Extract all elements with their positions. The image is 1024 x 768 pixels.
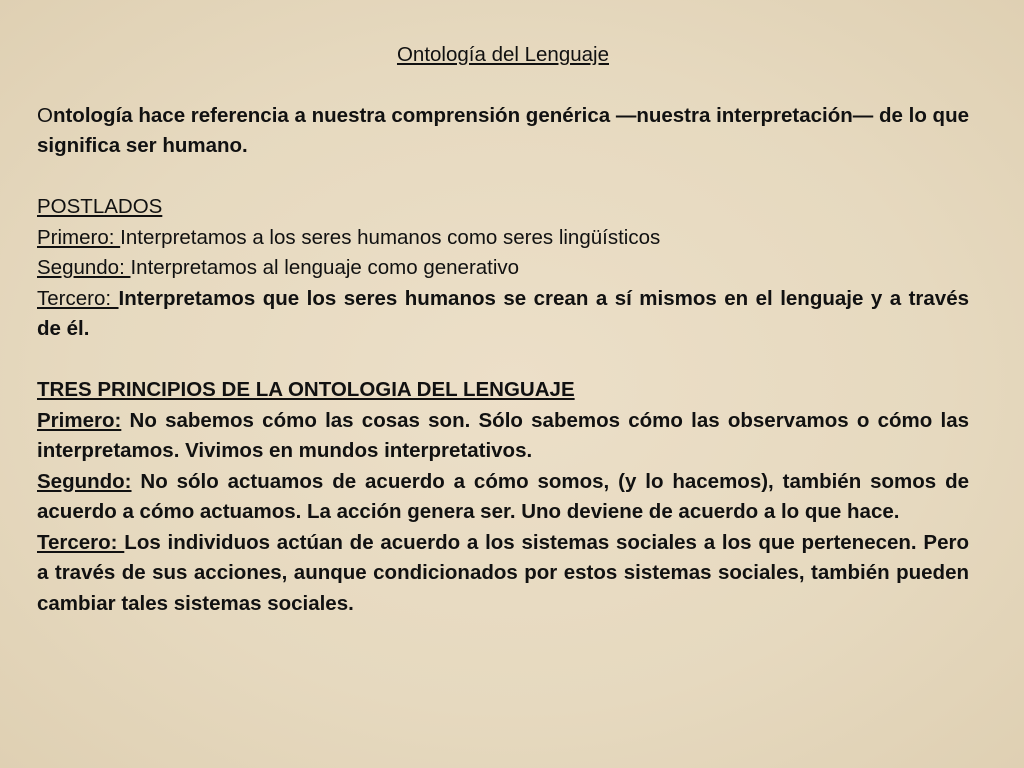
postulados-heading-text: POSTLADOS — [37, 195, 163, 218]
spacer — [37, 345, 969, 376]
postulado-text: Interpretamos que los seres humanos se crean a sí mismos en el lenguaje y a través de él. — [37, 286, 969, 340]
intro-paragraph — [37, 101, 969, 162]
postulados-heading — [37, 192, 969, 223]
principios-heading — [37, 375, 969, 406]
principio-label: Primero: — [37, 408, 122, 432]
principio-text: No sabemos cómo las cosas son. Sólo sabemos cómo las observamos o cómo las interpretamos. Vivimos en mundos interpretativos. — [37, 408, 969, 462]
intro-first-letter: O — [37, 103, 53, 127]
spacer — [37, 162, 969, 193]
postulado-text: Interpretamos al lenguaje como generativo — [130, 256, 520, 279]
principio-item-3 — [37, 528, 969, 620]
postulado-item-3 — [37, 284, 969, 345]
postulado-label: Primero: — [37, 225, 121, 249]
principio-text: No sólo actuamos de acuerdo a cómo somos, (y lo hacemos), también somos de acuerdo a cómo actuamos. La acción genera ser. Uno deviene de acuerdo a lo que hace. — [37, 469, 969, 523]
postulado-label: Segundo: — [37, 256, 131, 279]
principio-item-1 — [37, 406, 969, 467]
slide-content — [37, 40, 969, 619]
intro-text: ntología hace referencia a nuestra comprensión genérica —nuestra interpretación— de lo que significa ser humano. — [37, 103, 969, 157]
postulado-item-2 — [37, 253, 969, 284]
principios-heading-text: TRES PRINCIPIOS DE LA ONTOLOGIA DEL LENGUAJE — [37, 378, 575, 401]
page-title: Ontología del Lenguaje — [396, 43, 609, 66]
postulado-text: Interpretamos a los seres humanos como seres lingüísticos — [120, 225, 661, 249]
postulado-label: Tercero: — [37, 286, 119, 310]
principio-text: Los individuos actúan de acuerdo a los sistemas sociales a los que pertenecen. Pero a través de sus acciones, aunque condicionados por estos sistemas sociales, también pueden cambiar tales sistemas sociales. — [37, 530, 969, 615]
principio-item-2 — [37, 467, 969, 528]
postulado-item-1 — [37, 223, 969, 254]
principio-label: Segundo: — [37, 469, 132, 493]
principio-label: Tercero: — [37, 530, 125, 554]
